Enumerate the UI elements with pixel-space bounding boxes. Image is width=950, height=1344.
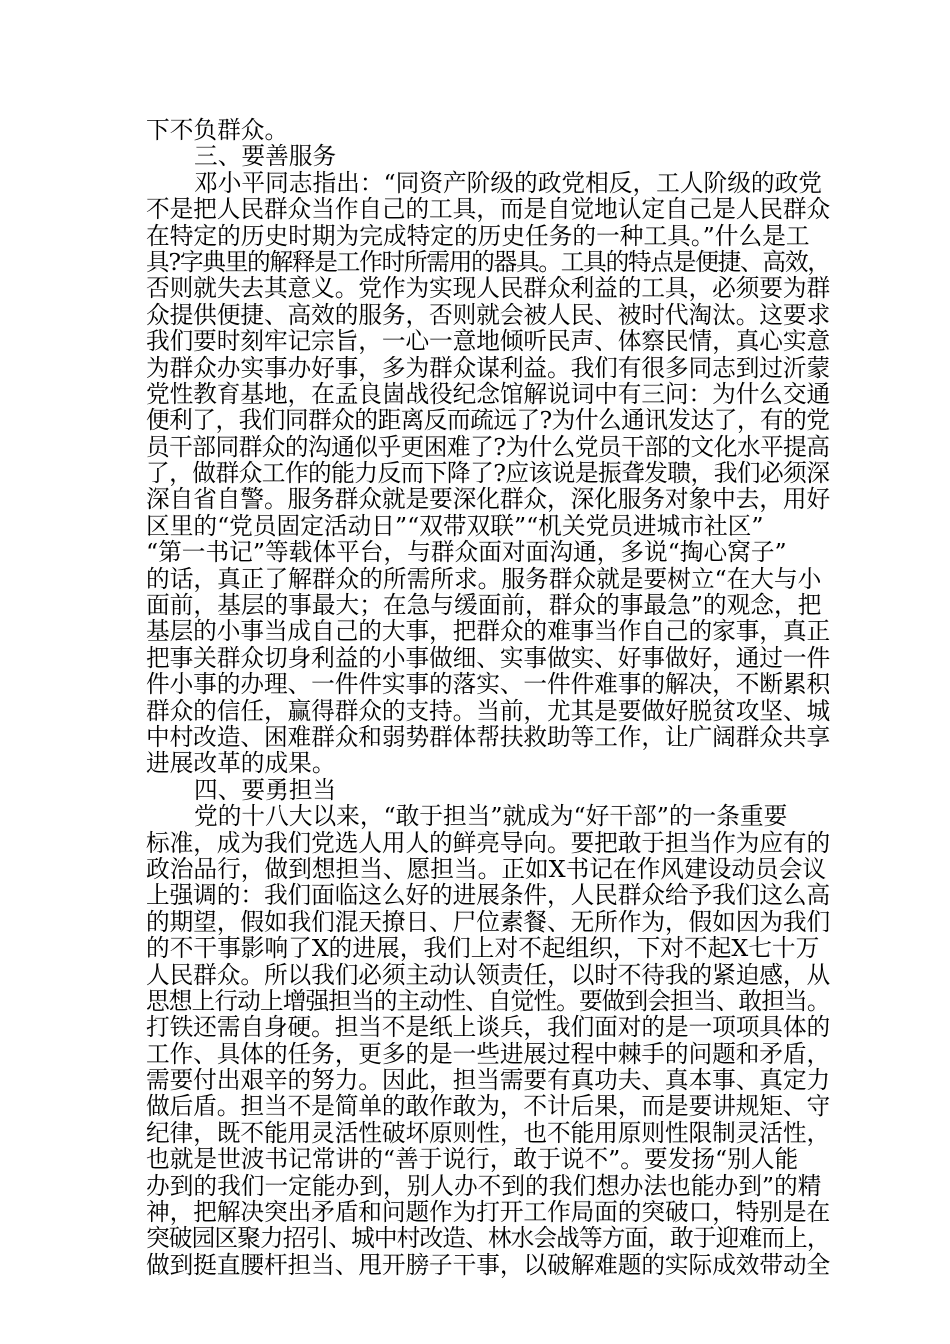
- body-text-line: 的不干事影响了X的进展，我们上对不起组织，下对不起X七十万: [146, 934, 820, 963]
- body-text-line: 党的十八大以来，“敢于担当”就成为“好干部”的一条重要: [194, 802, 788, 831]
- body-text-line: 神，把解决突出矛盾和问题作为打开工作局面的突破口，特别是在: [146, 1198, 831, 1227]
- body-text-line: 区里的“党员固定活动日”“双带双联”“机关党员进城市社区”: [146, 511, 764, 540]
- body-text-line: 为群众办实事办好事，多为群众谋利益。我们有很多同志到过沂蒙: [146, 353, 831, 382]
- body-text-line: 在特定的历史时期为完成特定的历史任务的一种工具。”什么是工: [146, 221, 810, 250]
- body-text-line: 政治品行，做到想担当、愿担当。正如X书记在作风建设动员会议: [146, 854, 827, 883]
- body-text-line: 下不负群众。: [146, 116, 289, 144]
- body-text-line: 面前，基层的事最大；在急与缓面前，群众的事最急”的观念，把: [146, 591, 822, 620]
- body-text-line: 人民群众。所以我们必须主动认领责任，以时不待我的紧迫感，从: [146, 960, 831, 989]
- body-text-line: 也就是世波书记常讲的“善于说行，敢于说不”。要发扬“别人能: [146, 1145, 799, 1174]
- body-text-line: 纪律，既不能用灵活性破坏原则性，也不能用原则性限制灵活性，: [146, 1118, 831, 1147]
- body-text-line: 邓小平同志指出：“同资产阶级的政党相反，工人阶级的政党: [194, 168, 822, 197]
- section-heading: 三、要善服务: [194, 142, 337, 171]
- body-text-line: 群众的信任，赢得群众的支持。当前，尤其是要做好脱贫攻坚、城: [146, 696, 831, 725]
- body-text-line: 深自省自警。服务群众就是要深化群众，深化服务对象中去，用好: [146, 485, 831, 514]
- body-text-line: 具?字典里的解释是工作时所需用的器具。工具的特点是便捷、高效，: [146, 247, 830, 276]
- body-text-line: 办到的我们一定能办到，别人办不到的我们想办法也能办到”的精: [146, 1171, 822, 1200]
- body-text-line: 的话，真正了解群众的所需所求。服务群众就是要树立“在大与小: [146, 564, 822, 593]
- body-text-line: 上强调的：我们面临这么好的进展条件，人民群众给予我们这么高: [146, 881, 831, 910]
- body-text-line: 把事关群众切身利益的小事做细、实事做实、好事做好，通过一件: [146, 643, 831, 672]
- body-text-line: 需要付出艰辛的努力。因此，担当需要有真功夫、真本事、真定力: [146, 1066, 831, 1095]
- body-text-line: 做到挺直腰杆担当、甩开膀子干事，以破解难题的实际成效带动全: [146, 1250, 831, 1279]
- body-text-line: 工作、具体的任务，更多的是一些进展过程中棘手的问题和矛盾，: [146, 1039, 831, 1068]
- body-text-line: 中村改造、困难群众和弱势群体帮扶救助等工作，让广阔群众共享: [146, 722, 831, 751]
- document-page: [146, 117, 830, 1278]
- body-text-line: 突破园区聚力招引、城中村改造、林水会战等方面，敢于迎难而上，: [146, 1224, 830, 1253]
- body-text-line: 便利了，我们同群众的距离反而疏远了?为什么通讯发达了，有的党: [146, 406, 830, 435]
- body-text-line: 基层的小事当成自己的大事，把群众的难事当作自己的家事，真正: [146, 617, 831, 646]
- body-text-line: 的期望，假如我们混天撩日、尸位素餐、无所作为，假如因为我们: [146, 907, 831, 936]
- body-text-line: 标准，成为我们党选人用人的鲜亮导向。要把敢于担当作为应有的: [146, 828, 831, 857]
- body-text-line: 不是把人民群众当作自己的工具，而是自觉地认定自己是人民群众: [146, 195, 831, 224]
- body-text-line: 了，做群众工作的能力反而下降了?应该说是振聋发聩，我们必须深: [146, 459, 830, 488]
- body-text-line: 进展改革的成果。: [146, 749, 336, 778]
- body-text-line: 员干部同群众的沟通似乎更困难了?为什么党员干部的文化水平提高: [146, 432, 830, 461]
- body-text-line: 打铁还需自身硬。担当不是纸上谈兵，我们面对的是一项项具体的: [146, 1013, 831, 1042]
- body-text-line: 众提供便捷、高效的服务，否则就会被人民、被时代淘汰。这要求: [146, 300, 831, 329]
- body-text-line: 否则就失去其意义。党作为实现人民群众利益的工具，必须要为群: [146, 274, 831, 303]
- body-text-line: 件小事的办理、一件件实事的落实、一件件难事的解决，不断累积: [146, 670, 831, 699]
- body-text-line: 党性教育基地，在孟良崮战役纪念馆解说词中有三问：为什么交通: [146, 379, 831, 408]
- body-text-line: 我们要时刻牢记宗旨，一心一意地倾听民声、体察民情，真心实意: [146, 327, 831, 356]
- body-text-line: “第一书记”等载体平台，与群众面对面沟通，多说“掏心窝子”: [146, 538, 787, 567]
- body-text-line: 思想上行动上增强担当的主动性、自觉性。要做到会担当、敢担当。: [146, 986, 830, 1015]
- body-text-line: 做后盾。担当不是简单的敢作敢为，不计后果，而是要讲规矩、守: [146, 1092, 831, 1121]
- section-heading: 四、要勇担当: [194, 775, 337, 804]
